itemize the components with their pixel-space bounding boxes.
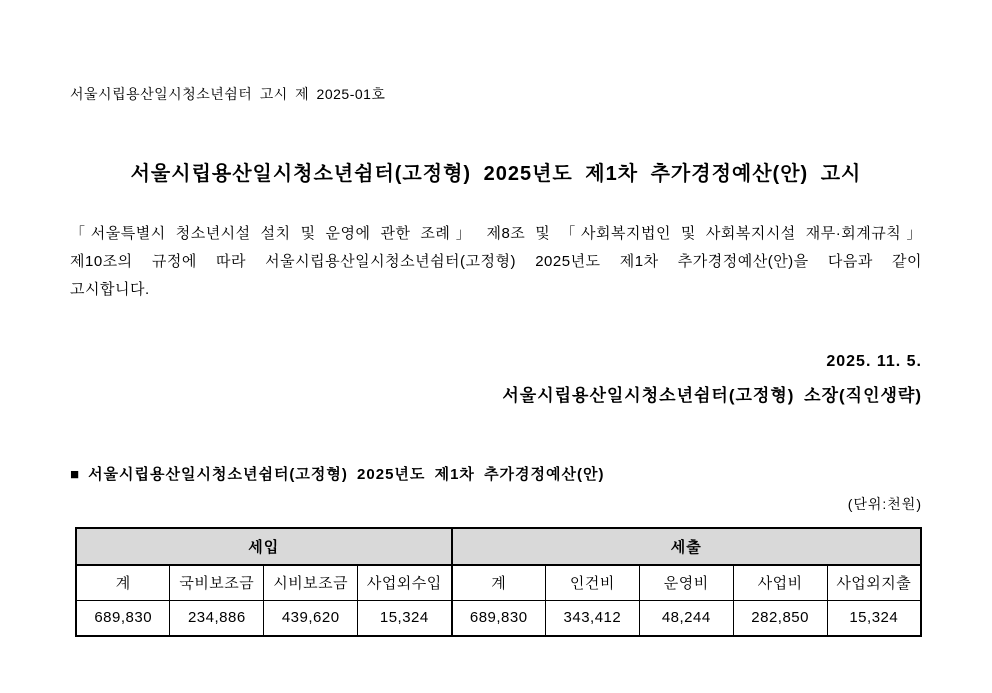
group-header-expenditure: 세출 <box>452 528 922 565</box>
col-header-project-cost: 사업비 <box>733 565 827 600</box>
notice-date: 2025. 11. 5. <box>826 353 922 370</box>
section-heading-text: 서울시립용산일시청소년쉼터(고정형) 2025년도 제1차 추가경정예산(안) <box>88 466 605 483</box>
table-data-row <box>76 600 921 636</box>
value-revenue-total: 689,830 <box>76 600 170 636</box>
group-header-revenue: 세입 <box>76 528 452 565</box>
col-header-city-subsidy: 시비보조금 <box>264 565 358 600</box>
col-header-non-business-income: 사업외수입 <box>358 565 452 600</box>
value-operating-cost: 48,244 <box>639 600 733 636</box>
value-city-subsidy: 439,620 <box>264 600 358 636</box>
signer-line: 서울시립용산일시청소년쉼터(고정형) 소장(직인생략) <box>502 386 922 405</box>
square-bullet-icon: ■ <box>70 466 81 483</box>
value-non-business-income: 15,324 <box>358 600 452 636</box>
value-project-cost: 282,850 <box>733 600 827 636</box>
body-line: 고시합니다. <box>70 281 150 298</box>
col-header-national-subsidy: 국비보조금 <box>170 565 264 600</box>
col-header-operating-cost: 운영비 <box>639 565 733 600</box>
col-header-personnel-cost: 인건비 <box>545 565 639 600</box>
col-header-revenue-total: 계 <box>76 565 170 600</box>
budget-table <box>75 527 922 637</box>
table-column-header-row <box>76 565 921 600</box>
notice-number: 서울시립용산일시청소년쉼터 고시 제 2025-01호 <box>70 86 386 102</box>
body-line: 「서울특별시 청소년시설 설치 및 운영에 관한 조례」 제8조 및 「사회복지법인 및 사회복지시설 재무·회계규칙」 <box>70 225 922 242</box>
document-title: 서울시립용산일시청소년쉼터(고정형) 2025년도 제1차 추가경정예산(안) 고시 <box>130 163 862 185</box>
col-header-non-business-expense: 사업외지출 <box>827 565 921 600</box>
value-national-subsidy: 234,886 <box>170 600 264 636</box>
col-header-expense-total: 계 <box>452 565 546 600</box>
table-group-header-row <box>76 528 921 565</box>
body-paragraph <box>70 220 922 304</box>
value-expense-total: 689,830 <box>452 600 546 636</box>
body-line: 제10조의 규정에 따라 서울시립용산일시청소년쉼터(고정형) 2025년도 제1차 추가경정예산(안)을 다음과 같이 <box>70 253 922 270</box>
value-non-business-expense: 15,324 <box>827 600 921 636</box>
unit-label: (단위:천원) <box>847 496 922 512</box>
value-personnel-cost: 343,412 <box>545 600 639 636</box>
section-heading <box>70 463 605 484</box>
